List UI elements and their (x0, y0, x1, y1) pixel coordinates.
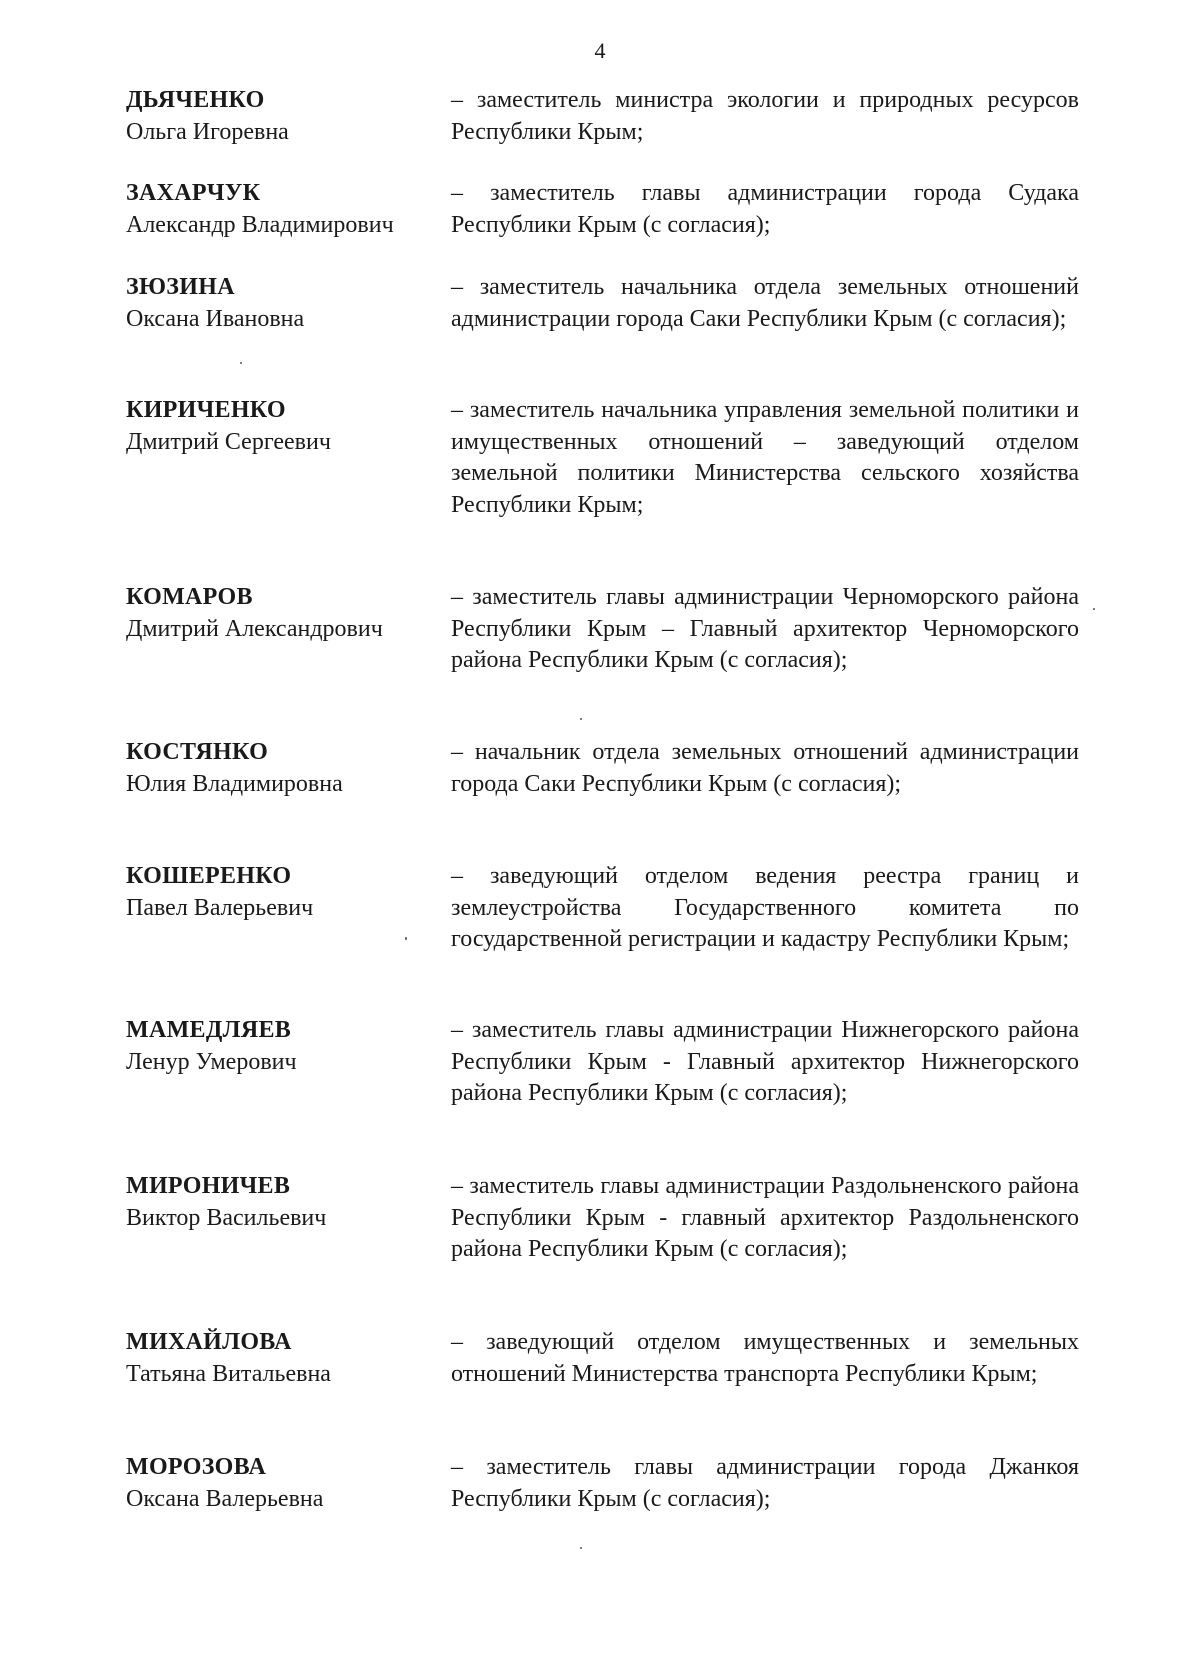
member-surname: МАМЕДЛЯЕВ (126, 1017, 292, 1043)
member-position: – заведующий отделом ведения реестра границ и землеустройства Государственного комитета по государственной регистрации и кадастру Республики Крым; (451, 863, 1079, 952)
member-entry (126, 582, 1082, 677)
member-name-block (126, 1171, 451, 1266)
member-name-block (126, 582, 451, 677)
member-name-block (126, 737, 451, 800)
member-name-block (126, 85, 451, 148)
member-entry (126, 861, 1082, 956)
member-position: – заместитель главы администрации города Судака Республики Крым (с согласия); (451, 180, 1079, 238)
member-given-names: Дмитрий Александрович (126, 615, 383, 642)
member-position: – заместитель главы администрации города Джанкоя Республики Крым (с согласия); (451, 1454, 1079, 1512)
member-position: – заместитель главы администрации Раздольненского района Республики Крым - главный архитектор Раздольненского района Республики Крым (с согласия); (451, 1173, 1079, 1262)
member-name-block (126, 395, 451, 521)
member-given-names: Татьяна Витальевна (126, 1360, 331, 1387)
member-name-block (126, 178, 451, 241)
scan-speck (580, 1547, 582, 1549)
member-surname: МИРОНИЧЕВ (126, 1173, 291, 1199)
member-surname: МИХАЙЛОВА (126, 1329, 292, 1355)
member-position: – заместитель главы администрации Черноморского района Республики Крым – Главный архитектор Черноморского района Республики Крым (с согласия); (451, 584, 1079, 673)
member-entry (126, 1327, 1082, 1390)
member-given-names: Оксана Валерьевна (126, 1485, 324, 1512)
member-name-block (126, 1327, 451, 1390)
member-surname: ЗЮЗИНА (126, 274, 235, 300)
member-given-names: Оксана Ивановна (126, 305, 305, 332)
member-entry (126, 1015, 1082, 1110)
page-number: 4 (594, 38, 606, 63)
member-given-names: Виктор Васильевич (126, 1204, 327, 1231)
scan-speck (1093, 608, 1095, 610)
member-name-block (126, 861, 451, 956)
member-surname: ДЬЯЧЕНКО (126, 87, 265, 113)
member-entry (126, 85, 1082, 148)
member-given-names: Александр Владимирович (126, 211, 394, 238)
member-position: – заведующий отделом имущественных и земельных отношений Министерства транспорта Республики Крым; (451, 1329, 1079, 1387)
member-surname: КОШЕРЕНКО (126, 863, 292, 889)
member-position: – заместитель министра экологии и природных ресурсов Республики Крым; (451, 87, 1079, 145)
member-entry (126, 178, 1082, 241)
member-position: – заместитель главы администрации Нижнегорского района Республики Крым - Главный архитектор Нижнегорского района Республики Крым (с согласия); (451, 1017, 1079, 1106)
member-given-names: Павел Валерьевич (126, 894, 314, 921)
member-given-names: Ленур Умерович (126, 1048, 297, 1075)
member-given-names: Дмитрий Сергеевич (126, 428, 331, 455)
member-surname: МОРОЗОВА (126, 1454, 267, 1480)
member-entry (126, 1171, 1082, 1266)
scan-speck (405, 937, 407, 940)
member-entry (126, 272, 1082, 335)
member-surname: ЗАХАРЧУК (126, 180, 261, 206)
scan-speck (240, 362, 242, 364)
member-name-block (126, 272, 451, 335)
member-given-names: Ольга Игоревна (126, 118, 289, 145)
member-position: – заместитель начальника управления земельной политики и имущественных отношений – заведующий отделом земельной политики Министерства сельского хозяйства Республики Крым; (451, 397, 1079, 518)
member-entry (126, 1452, 1082, 1515)
scan-speck (580, 718, 582, 720)
member-position: – начальник отдела земельных отношений администрации города Саки Республики Крым (с согласия); (451, 739, 1079, 797)
member-entry (126, 737, 1082, 800)
member-surname: КИРИЧЕНКО (126, 397, 286, 423)
member-surname: КОМАРОВ (126, 584, 253, 610)
member-given-names: Юлия Владимировна (126, 770, 343, 797)
member-entry (126, 395, 1082, 521)
member-name-block (126, 1015, 451, 1110)
member-surname: КОСТЯНКО (126, 739, 269, 765)
member-position: – заместитель начальника отдела земельных отношений администрации города Саки Республики Крым (с согласия); (451, 274, 1079, 332)
member-name-block (126, 1452, 451, 1515)
